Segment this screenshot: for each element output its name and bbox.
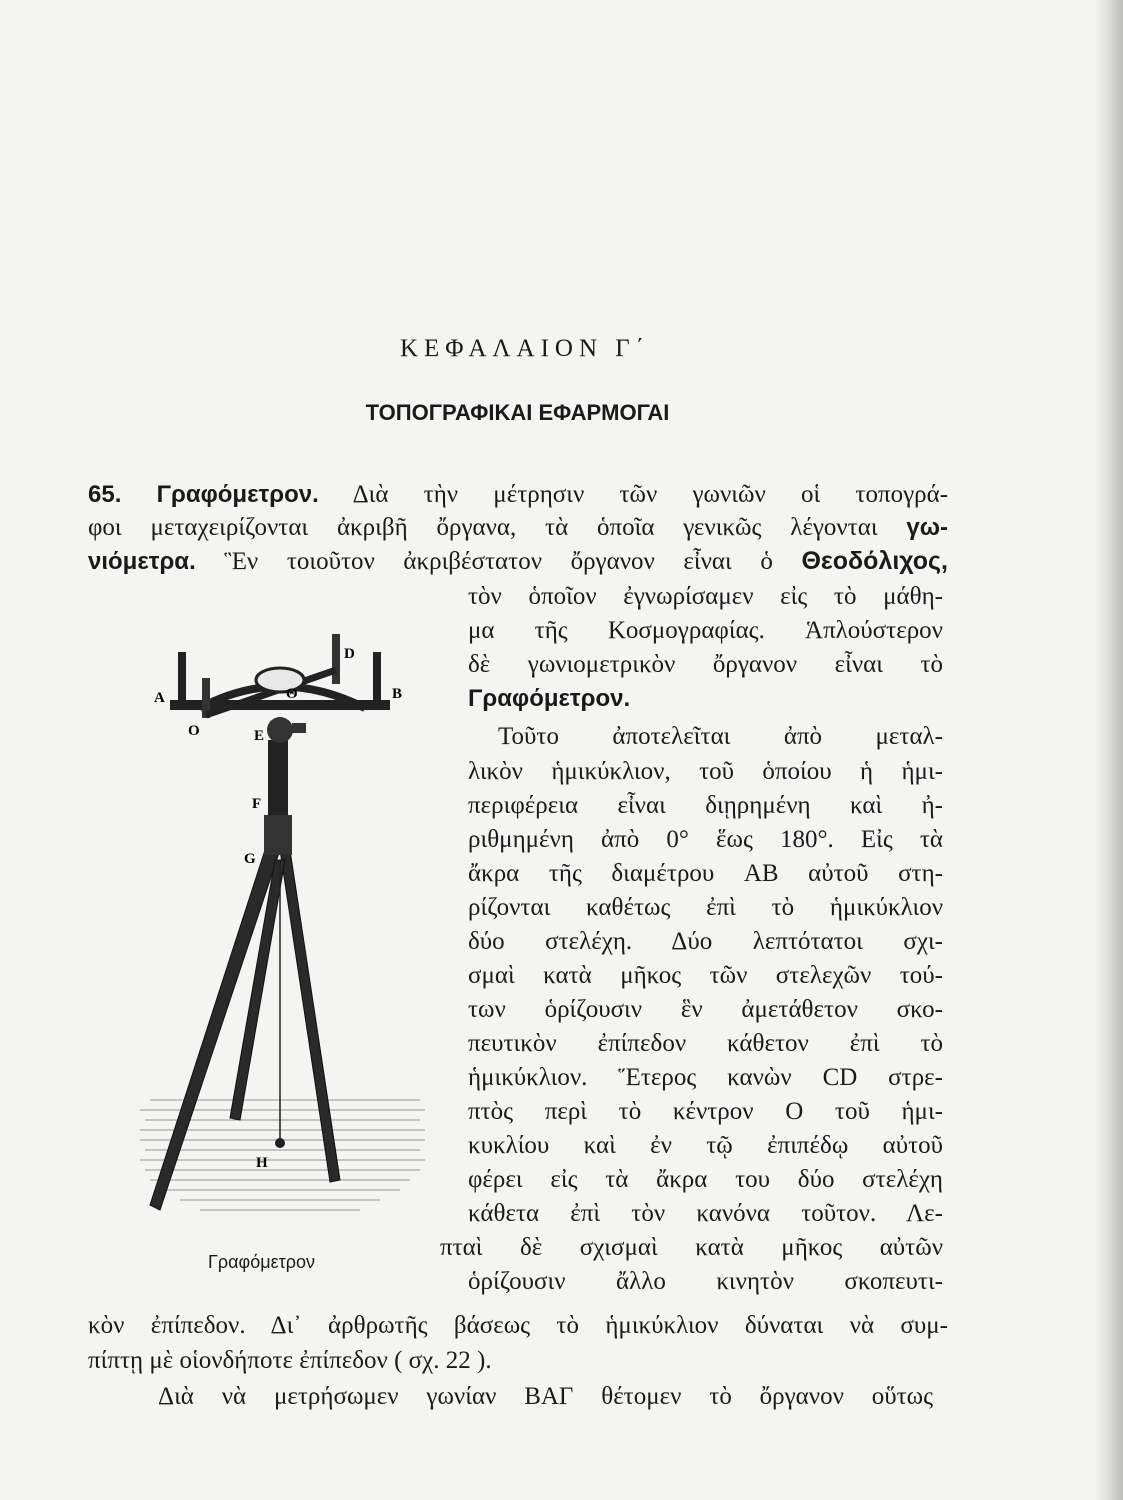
section-number: 65. <box>88 481 122 508</box>
tripod-legs <box>150 850 340 1210</box>
label-G: G <box>244 851 256 867</box>
para2-line-19: πίπτῃ μὲ οἱονδήποτε ἐπίπεδον ( σχ. 22 ). <box>88 1347 492 1374</box>
para2-line-14: φέρει εἰς τὰ ἄκρα του δύο στελέχη <box>468 1166 943 1193</box>
ball-joint <box>267 717 293 743</box>
para2-line-6: ρίζονται καθέτως ἐπὶ τὸ ἡμικύκλιον <box>468 894 943 921</box>
para2-line-16: πταὶ δὲ σχισμαὶ κατὰ μῆκος αὐτῶν <box>440 1234 943 1261</box>
term-theodolichos: Θεοδόλιχος, <box>801 547 949 575</box>
para1-line-2: φοι μεταχειρίζονται ἀκριβῆ ὄργανα, τὰ ὁποῖα γενικῶς λέγονται γω- <box>88 514 948 541</box>
para2-line-3: περιφέρεια εἶναι διῃρημένη καὶ ἠ- <box>468 792 943 819</box>
para2-line-2: λικὸν ἡμικύκλιον, τοῦ ὁποίου ἡ ἡμι- <box>468 758 943 785</box>
term-grafometron: Γραφόμετρον. <box>156 481 319 508</box>
para2-line-4: ριθμημένη ἀπὸ 0° ἕως 180°. Εἰς τὰ <box>468 826 943 853</box>
para2-line-12: πτὸς περὶ τὸ κέντρον O τοῦ ἡμι- <box>468 1098 943 1125</box>
label-A: A <box>154 690 165 706</box>
figure-caption: Γραφόμετρον <box>208 1252 315 1272</box>
graphometer-illustration <box>140 620 430 1230</box>
para1-line-6: δὲ γωνιομετρικὸν ὄργανον εἶναι τὸ <box>468 651 943 678</box>
para1-line-7 <box>468 684 943 714</box>
column-clamp <box>264 815 292 855</box>
term-goniometra-end: νιόμετρα. <box>88 548 196 575</box>
sight-B <box>373 652 381 708</box>
para2-line-1: Τοῦτο ἀποτελεῖται ἀπὸ μεταλ- <box>498 723 943 750</box>
para2-line-11: ἡμικύκλιον. Ἕτερος κανὼν CD στρε- <box>468 1064 943 1091</box>
para2-line-7: δύο στελέχη. Δύο λεπτότατοι σχι- <box>468 928 943 955</box>
para3-line-1: Διὰ νὰ μετρήσωμεν γωνίαν BAΓ θέτομεν τὸ ὄργανον οὕτως <box>158 1383 933 1410</box>
term-grafometron-2: Γραφόμετρον. <box>468 685 631 712</box>
sight-A <box>178 652 186 708</box>
para1-line-4: τὸν ὁποῖον ἐγνωρίσαμεν εἰς τὸ μάθη- <box>468 583 943 610</box>
joint-screw <box>292 723 306 733</box>
graphometer-figure <box>140 620 430 1230</box>
label-F: F <box>252 796 262 812</box>
label-O: O <box>188 723 200 739</box>
para1-line-3: νιόμετρα. Ἓν τοιοῦτον ἀκριβέστατον ὄργανον εἶναι ὁ Θεοδόλιχος, <box>88 547 949 575</box>
label-B: B <box>392 686 403 702</box>
para2-line-10: πευτικὸν ἐπίπεδον κάθετον ἐπὶ τὸ <box>468 1030 943 1057</box>
para2-line-17: ὁρίζουσιν ἄλλο κινητὸν σκοπευτι- <box>468 1268 943 1295</box>
plumb-bob <box>275 1138 285 1148</box>
para2-line-18: κὸν ἐπίπεδον. Δι᾽ ἀρθρωτῆς βάσεως τὸ ἡμικύκλιον δύναται νὰ συμ- <box>88 1312 948 1339</box>
para1-line-5: μα τῆς Κοσμογραφίας. Ἁπλούστερον <box>468 617 943 644</box>
page-edge-shadow <box>1095 0 1123 1500</box>
para2-line-9: των ὁρίζουσιν ἓν ἀμετάθετον σκο- <box>468 996 943 1023</box>
label-E: E <box>254 728 265 744</box>
para2-line-13: κυκλίου καὶ ἐν τῷ ἐπιπέδῳ αὐτοῦ <box>468 1132 943 1159</box>
para2-line-15: κάθετα ἐπὶ τὸν κανόνα τοῦτον. Λε- <box>468 1200 943 1227</box>
label-theta: Θ <box>286 686 298 702</box>
term-goniometra-start: γω- <box>906 514 948 541</box>
label-D: D <box>344 646 355 662</box>
section-title: ΤΟΠΟΓΡΑΦΙΚΑΙ ΕΦΑΡΜΟΓΑΙ <box>365 400 670 425</box>
para1-line-1: 65. Γραφόμετρον. Διὰ τὴν μέτρησιν τῶν γωνιῶν οἱ τοπογρά- <box>88 481 949 508</box>
sight-D <box>332 634 340 684</box>
para2-line-8: σμαὶ κατὰ μῆκος τῶν στελεχῶν τού- <box>468 962 943 989</box>
chapter-heading: ΚΕΦΑΛΑΙΟΝ Γ΄ <box>399 335 651 362</box>
para2-line-5: ἄκρα τῆς διαμέτρου AB αὐτοῦ στη- <box>468 860 943 887</box>
label-H: H <box>256 1155 268 1171</box>
